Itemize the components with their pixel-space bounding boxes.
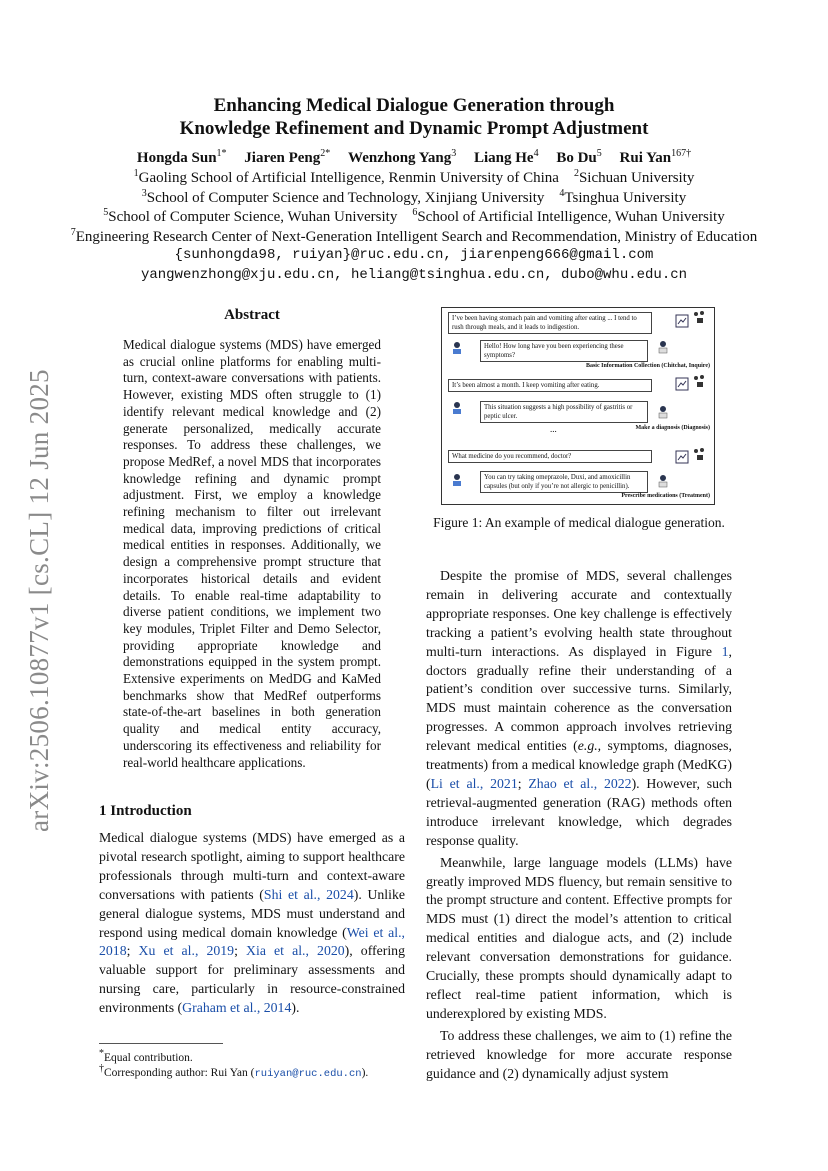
graph-icon	[692, 310, 706, 324]
patient-bubble: What medicine do you recommend, doctor?	[448, 450, 652, 463]
author: Liang He$^4$	[474, 148, 539, 166]
figure-caption: Figure 1: An example of medical dialogue generation.	[433, 515, 725, 530]
title-line-2: Knowledge Refinement and Dynamic Prompt Adjustment	[179, 118, 649, 139]
email-link[interactable]: ruiyan@ruc.edu.cn	[254, 1067, 362, 1080]
abstract-text: Medical dialogue systems (MDS) have emerged as crucial online platforms for enabling multi-turn, context-aware conversations with patients. However, existing MDS often struggle to (1) identify relevant medical knowledge and (2) generate personalized, medically accurate responses. To address these challenges, we propose MedRef, a novel MDS that incorporates knowledge refining and dynamic prompt adjustment. First, we employ a knowledge refining mechanism to filter out irrelevant medical data, improving predictions of critical medical entities in responses. Additionally, we design a comprehensive prompt structure that incorporates historical details and evident details. To enable real-time adaptability to diverse patient conditions, we implement two key modules, Triplet Filter and Demo Selector, providing appropriate knowledge and demonstrations equipped in the system prompt. Extensive experiments on MedDG and KaMed benchmarks show that MedRef outperforms state-of-the-art baselines in both generation quality and medical entity accuracy, underscoring its effectiveness and reliability for real-world healthcare applications.	[123, 337, 381, 770]
figure-ref-link[interactable]: 1	[721, 643, 729, 659]
patient-avatar-icon	[450, 341, 464, 355]
intro-right-column	[426, 567, 732, 1083]
body-paragraph: Meanwhile, large language models (LLMs) have greatly improved MDS fluency, but remain sensitive to the prompt structure and content. Effective prompts for MDS must (1) direct the model’s attention to critical medical entities and dialogue acts, and (2) include relevant conversation demonstrations for guidance. Crucially, these prompts should dynamically adapt to reflect real-time patient information, which is underexplored by existing MDS.	[426, 854, 732, 1021]
body-paragraph: Despite the promise of MDS, several challenges remain in delivering accurate and contextually appropriate responses. One key challenge is effectively tracking a patient’s evolving health state throughout multi-turn interactions. As displayed in Figure 1, doctors gradually refine their understanding of a patient’s condition over successive turns. Similarly, MDS must maintain coherence as the conversation progresses. A common approach involves retrieving relevant medical entities (e.g., symptoms, diagnoses, treatments) from a medical knowledge graph (MedKG) (Li et al., 2021; Zhao et al., 2022). However, such retrieval-augmented generation (RAG) methods often introduce irrelevant knowledge, which degrades response quality.	[426, 568, 732, 848]
stage-label: Make a diagnosis (Diagnosis)	[635, 425, 710, 431]
doctor-bubble: This situation suggests a high possibility of gastritis or peptic ulcer.	[480, 401, 648, 423]
section-heading: 1 Introduction	[99, 803, 192, 819]
knowledge-icon	[675, 314, 689, 328]
footnote-rule	[99, 1043, 223, 1044]
footnote-corresponding: †Corresponding author: Rui Yan (ruiyan@ruc.edu.cn).	[99, 1063, 369, 1080]
citation-link[interactable]: Shi et al., 2024	[263, 886, 354, 902]
footnote-equal: *Equal contribution.	[99, 1048, 193, 1064]
figure-1	[441, 307, 715, 505]
author: Rui Yan$^{167\dagger}$	[619, 148, 692, 166]
author: Bo Du$^5$	[556, 148, 602, 166]
graph-icon	[692, 447, 706, 461]
citation-link[interactable]: Zhao et al., 2022	[528, 775, 632, 791]
affiliation-line-1: $^1$Gaoling School of Artificial Intelligence, Renmin University of China $^2$Sichuan University	[133, 168, 695, 186]
abstract-section	[99, 307, 405, 771]
citation-link[interactable]: Graham et al., 2014	[182, 1000, 292, 1016]
figure-ellipsis: ...	[550, 424, 557, 434]
body-paragraph: To address these challenges, we aim to (1) refine the retrieved knowledge for more accurate response guidance and (2) dynamically adjust system	[426, 1027, 732, 1081]
email-line-2: yangwenzhong@xju.edu.cn, heliang@tsinghua.edu.cn, dubo@whu.edu.cn	[140, 267, 688, 283]
doctor-avatar-icon	[656, 474, 670, 488]
abstract-heading: Abstract	[224, 307, 280, 323]
arxiv-sidebar: arXiv:2506.10877v1 [cs.CL] 12 Jun 2025	[24, 369, 54, 832]
graph-icon	[692, 374, 706, 388]
doctor-avatar-icon	[656, 340, 670, 354]
paper-title	[0, 94, 828, 140]
stage-label: Basic Information Collection (Chitchat, Inquire)	[585, 363, 710, 369]
citation-link[interactable]: Xu et al., 2019	[138, 943, 235, 959]
patient-avatar-icon	[450, 473, 464, 487]
title-line-1: Enhancing Medical Dialogue Generation through	[213, 95, 615, 116]
intro-paragraph: Medical dialogue systems (MDS) have emerged as a pivotal research spotlight, aiming to support healthcare professionals through multi-turn and context-aware conversations with patients (Shi et al., 2024). Unlike general dialogue systems, MDS must understand and respond using medical domain knowledge (Wei et al., 2018; Xu et al., 2019; Xia et al., 2020), offering valuable support for preliminary assessments and nursing care, particularly in resource-constrained environments (Graham et al., 2014).	[99, 830, 405, 1016]
author-list	[0, 148, 828, 167]
email-line-1: {sunhongda98, ruiyan}@ruc.edu.cn, jiarenpeng666@gmail.com	[174, 247, 654, 263]
doctor-avatar-icon	[656, 405, 670, 419]
stage-label: Prescribe medications (Treatment)	[621, 493, 710, 499]
knowledge-icon	[675, 450, 689, 464]
doctor-bubble: Hello! How long have you been experiencing these symptoms?	[480, 340, 648, 362]
affiliation-line-4: $^7$Engineering Research Center of Next-Generation Intelligent Search and Recommendation, Ministry of Education	[70, 227, 758, 245]
patient-bubble: It’s been almost a month. I keep vomiting after eating.	[448, 379, 652, 392]
affiliation-line-2: $^3$School of Computer Science and Technology, Xinjiang University $^4$Tsinghua University	[141, 188, 687, 206]
author: Wenzhong Yang$^3$	[348, 148, 457, 166]
introduction-section	[99, 803, 405, 1018]
knowledge-icon	[675, 377, 689, 391]
citation-link[interactable]: Xia et al., 2020	[246, 943, 345, 959]
patient-avatar-icon	[450, 401, 464, 415]
citation-link[interactable]: Li et al., 2021	[430, 775, 518, 791]
affiliation-line-3: $^5$School of Computer Science, Wuhan University $^6$School of Artificial Intelligence, Wuhan University	[103, 207, 725, 225]
doctor-bubble: You can try taking omeprazole, Duxi, and amoxicillin capsules (but only if you’re not allergic to penicillin).	[480, 471, 648, 493]
citation-link[interactable]: Wei et al., 2018	[99, 924, 405, 959]
author: Jiaren Peng$^{2*}$	[244, 148, 331, 166]
author: Hongda Sun$^{1*}$	[136, 148, 227, 166]
patient-bubble: I’ve been having stomach pain and vomiting after eating ... I tend to rush through meals, and it leads to indigestion.	[448, 312, 652, 334]
